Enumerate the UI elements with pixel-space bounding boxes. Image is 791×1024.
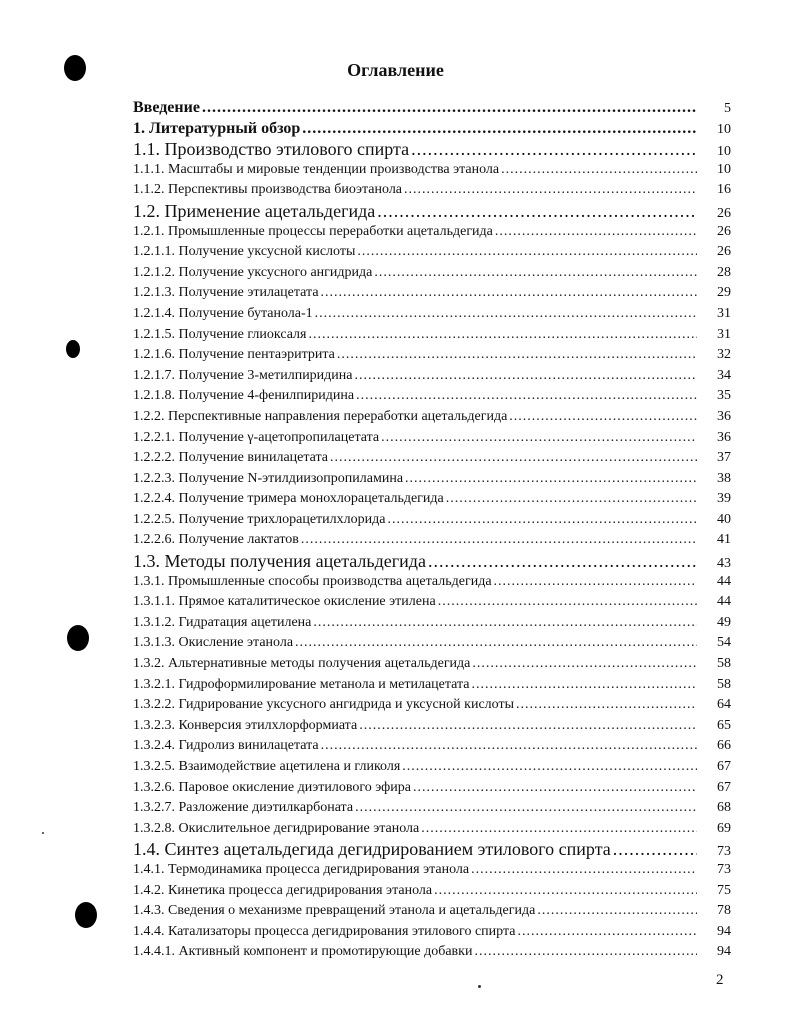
toc-entry-page: 31 — [717, 305, 731, 321]
toc-entry-label: 1.2.1.4. Получение бутанола-1 — [133, 305, 313, 321]
toc-entry[interactable] — [133, 119, 731, 140]
toc-entry-page: 64 — [717, 697, 731, 713]
toc-entry-page: 68 — [717, 800, 731, 816]
scan-speck — [478, 985, 481, 988]
toc-entry-page: 26 — [717, 244, 731, 260]
toc-entry-page: 28 — [717, 264, 731, 280]
toc-leader-dots — [302, 119, 697, 140]
toc-entry-page: 44 — [717, 573, 731, 589]
toc-entry-page: 41 — [717, 532, 731, 548]
toc-entry-page: 43 — [717, 556, 731, 572]
toc-leader-dots — [355, 798, 697, 819]
toc-entry-label: 1.3.2.5. Взаимодействие ацетилена и гликоля — [133, 759, 401, 774]
toc-entry-label: 1.4. Синтез ацетальдегида дегидрированием этилового спирта — [133, 839, 611, 860]
toc-entry-label: 1.2.2.5. Получение трихлорацетилхлорида — [133, 511, 386, 527]
toc-entry-label: 1.3.2.3. Конверсия этилхлорформиата — [133, 717, 358, 733]
toc-entry[interactable] — [133, 222, 731, 243]
toc-entry-label: 1.2.1.7. Получение 3-метилпиридина — [133, 367, 353, 383]
toc-leader-dots — [509, 407, 697, 428]
toc-entry-page: 26 — [717, 205, 731, 221]
toc-leader-dots — [356, 386, 697, 407]
toc-entry-label: 1.4.2. Кинетика процесса дегидрирования этанола — [133, 882, 433, 898]
toc-entry-page: 32 — [717, 347, 731, 363]
toc-entry-label: 1.2.1.1. Получение уксусной кислоты — [133, 244, 356, 260]
toc-entry-label: 1.3.2.6. Паровое окисление диэтилового эфира — [133, 779, 411, 795]
toc-entry[interactable] — [133, 407, 731, 428]
toc-entry-label: 1.4.4. Катализаторы процесса дегидрирования этилового спирта — [133, 923, 516, 939]
toc-entry[interactable] — [133, 510, 731, 531]
toc-entry-label: 1.2.1.2. Получение уксусного ангидрида — [133, 264, 373, 280]
toc-entry-page: 49 — [717, 614, 731, 630]
toc-entry[interactable] — [133, 325, 731, 346]
toc-entry[interactable] — [133, 283, 731, 304]
toc-entry[interactable] — [133, 881, 731, 902]
toc-entry-page: 58 — [717, 676, 731, 692]
punch-hole — [66, 340, 80, 358]
toc-entry-label: Введение — [133, 99, 200, 116]
toc-entry[interactable] — [133, 819, 731, 840]
toc-entry-page: 5 — [724, 101, 731, 116]
toc-entry[interactable] — [133, 160, 731, 181]
toc-entry[interactable] — [133, 428, 731, 449]
toc-leader-dots — [308, 325, 697, 346]
toc-entry[interactable] — [133, 798, 731, 819]
toc-entry[interactable] — [133, 613, 731, 634]
toc-leader-dots — [405, 469, 697, 490]
toc-entry-page: 54 — [717, 635, 731, 651]
toc-entry-label: 1.4.1. Термодинамика процесса дегидрирования этанола — [133, 861, 470, 877]
toc-entry[interactable] — [133, 263, 731, 284]
toc-leader-dots — [321, 736, 697, 757]
toc-entry[interactable] — [133, 757, 731, 778]
toc-entry-label: 1.2.2.3. Получение N-этилдиизопропиламина — [133, 470, 404, 486]
toc-entry-page: 65 — [717, 717, 731, 733]
toc-entry-label: 1.3.1.2. Гидратация ацетилена — [133, 614, 312, 630]
toc-entry-label: 1.3.2.4. Гидролиз винилацетата — [133, 738, 319, 754]
toc-entry[interactable] — [133, 942, 731, 963]
toc-entry[interactable] — [133, 304, 731, 325]
toc-entry-label: 1.1. Производство этилового спирта — [133, 139, 410, 160]
toc-entry-page: 38 — [717, 470, 731, 486]
toc-entry-label: 1.1.1. Масштабы и мировые тенденции производства этанола — [133, 161, 500, 177]
toc-entry[interactable] — [133, 139, 731, 160]
table-of-contents — [133, 98, 731, 963]
toc-entry[interactable] — [133, 530, 731, 551]
toc-leader-dots — [472, 675, 697, 696]
toc-leader-dots — [404, 180, 697, 201]
punch-hole — [75, 902, 97, 928]
toc-entry-page: 10 — [717, 144, 731, 160]
toc-entry[interactable] — [133, 654, 731, 675]
toc-leader-dots — [537, 901, 697, 922]
toc-leader-dots — [381, 428, 697, 449]
toc-entry[interactable] — [133, 695, 731, 716]
toc-leader-dots — [421, 819, 697, 840]
toc-leader-dots — [387, 510, 697, 531]
toc-entry-label: 1.2.1. Промышленные процессы переработки ацетальдегида — [133, 223, 493, 239]
scan-speck — [42, 832, 44, 834]
toc-entry-page: 31 — [717, 326, 731, 342]
toc-entry-page: 78 — [717, 903, 731, 919]
toc-leader-dots — [313, 613, 697, 634]
toc-entry-page: 58 — [717, 656, 731, 672]
toc-leader-dots — [337, 345, 697, 366]
toc-entry-label: 1.3.1. Промышленные способы производства ацетальдегида — [133, 573, 492, 589]
toc-entry-page: 40 — [717, 511, 731, 527]
punch-hole — [67, 625, 89, 651]
toc-entry-label: 1. Литературный обзор — [133, 119, 301, 137]
toc-entry-page: 94 — [717, 944, 731, 960]
toc-entry-label: 1.3.2.8. Окислительное дегидрирование этанола — [133, 820, 420, 836]
toc-entry-page: 36 — [717, 429, 731, 445]
toc-entry-page: 69 — [717, 820, 731, 836]
toc-entry-label: 1.2.1.5. Получение глиоксаля — [133, 326, 307, 342]
toc-leader-dots — [494, 572, 697, 593]
toc-entry-page: 94 — [717, 923, 731, 939]
toc-leader-dots — [517, 922, 697, 943]
toc-entry-label: 1.4.4.1. Активный компонент и промотирующие добавки — [133, 944, 473, 960]
toc-entry[interactable] — [133, 242, 731, 263]
toc-entry[interactable] — [133, 180, 731, 201]
toc-entry[interactable] — [133, 716, 731, 737]
toc-entry-label: 1.2.1.8. Получение 4-фенилпиридина — [133, 388, 355, 404]
toc-entry[interactable] — [133, 366, 731, 387]
toc-entry[interactable] — [133, 386, 731, 407]
toc-entry[interactable] — [133, 839, 731, 860]
toc-leader-dots — [411, 139, 697, 160]
toc-entry-page: 35 — [717, 388, 731, 404]
toc-leader-dots — [438, 592, 697, 613]
toc-entry-label: 1.2.1.6. Получение пентаэритрита — [133, 347, 335, 363]
toc-entry[interactable] — [133, 860, 731, 881]
toc-entry-label: 1.3.2. Альтернативные методы получения ацетальдегида — [133, 656, 471, 672]
toc-entry-label: 1.3.2.1. Гидроформилирование метанола и метилацетата — [133, 676, 470, 692]
toc-leader-dots — [374, 263, 697, 284]
toc-entry-label: 1.2. Применение ацетальдегида — [133, 200, 376, 221]
toc-leader-dots — [355, 366, 698, 387]
toc-entry-page: 73 — [717, 861, 731, 877]
toc-leader-dots — [501, 160, 697, 181]
toc-entry[interactable] — [133, 98, 731, 119]
toc-leader-dots — [202, 98, 697, 119]
toc-entry[interactable] — [133, 901, 731, 922]
toc-entry-page: 67 — [717, 779, 731, 795]
toc-leader-dots — [357, 242, 697, 263]
toc-entry[interactable] — [133, 633, 731, 654]
toc-leader-dots — [613, 839, 697, 860]
toc-entry-page: 39 — [717, 491, 731, 507]
toc-entry-page: 10 — [717, 121, 731, 137]
toc-leader-dots — [359, 716, 697, 737]
toc-leader-dots — [330, 448, 697, 469]
toc-entry-page: 16 — [717, 182, 731, 198]
toc-entry[interactable] — [133, 675, 731, 696]
toc-entry-page: 75 — [717, 882, 731, 898]
toc-entry-page: 36 — [717, 408, 731, 424]
toc-entry-label: 1.4.3. Сведения о механизме превращений этанола и ацетальдегида — [133, 903, 536, 919]
toc-leader-dots — [472, 654, 697, 675]
toc-entry-label: 1.3.1.1. Прямое каталитическое окисление этилена — [133, 594, 436, 610]
toc-leader-dots — [295, 633, 697, 654]
toc-entry-label: 1.3.2.2. Гидрирование уксусного ангидрида и уксусной кислоты — [133, 697, 514, 713]
toc-leader-dots — [516, 695, 697, 716]
toc-entry[interactable] — [133, 572, 731, 593]
toc-entry-page: 37 — [717, 450, 731, 466]
toc-entry-page: 29 — [717, 285, 731, 301]
toc-entry[interactable] — [133, 736, 731, 757]
toc-entry-label: 1.2.2. Перспективные направления переработки ацетальдегида — [133, 408, 508, 424]
page-number: 2 — [716, 972, 724, 988]
toc-entry-page: 44 — [717, 594, 731, 610]
toc-leader-dots — [471, 860, 697, 881]
toc-entry[interactable] — [133, 201, 731, 222]
toc-entry[interactable] — [133, 551, 731, 572]
toc-entry[interactable] — [133, 778, 731, 799]
toc-entry-label: 1.2.2.2. Получение винилацетата — [133, 450, 329, 466]
toc-entry-page: 26 — [717, 223, 731, 239]
toc-entry-label: 1.3. Методы получения ацетальдегида — [133, 551, 426, 572]
toc-entry[interactable] — [133, 922, 731, 943]
toc-leader-dots — [301, 530, 697, 551]
toc-leader-dots — [413, 778, 697, 799]
toc-entry-label: 1.1.2. Перспективы производства биоэтанола — [133, 182, 403, 198]
toc-leader-dots — [321, 283, 697, 304]
toc-entry-label: 1.3.2.7. Разложение диэтилкарбоната — [133, 800, 354, 816]
toc-entry-label: 1.2.2.1. Получение γ-ацетопропилацетата — [133, 429, 380, 445]
toc-leader-dots — [474, 942, 697, 963]
toc-entry-label: 1.2.2.6. Получение лактатов — [133, 532, 299, 548]
toc-entry[interactable] — [133, 448, 731, 469]
toc-leader-dots — [402, 757, 697, 778]
toc-leader-dots — [315, 304, 697, 325]
toc-leader-dots — [377, 201, 697, 222]
toc-entry-page: 67 — [717, 759, 731, 774]
toc-entry[interactable] — [133, 345, 731, 366]
page-title: Оглавление — [347, 60, 444, 80]
toc-entry-label: 1.2.2.4. Получение тримера монохлорацетальдегида — [133, 491, 444, 507]
toc-entry-page: 73 — [717, 844, 731, 860]
toc-entry-label: 1.2.1.3. Получение этилацетата — [133, 285, 319, 301]
toc-leader-dots — [495, 222, 697, 243]
toc-entry-page: 66 — [717, 738, 731, 754]
toc-entry[interactable] — [133, 489, 731, 510]
toc-entry-page: 10 — [717, 161, 731, 177]
toc-entry-page: 34 — [717, 367, 731, 383]
toc-leader-dots — [434, 881, 697, 902]
toc-entry[interactable] — [133, 592, 731, 613]
toc-leader-dots — [446, 489, 697, 510]
toc-entry[interactable] — [133, 469, 731, 490]
toc-entry-label: 1.3.1.3. Окисление этанола — [133, 635, 294, 651]
toc-leader-dots — [428, 551, 697, 572]
